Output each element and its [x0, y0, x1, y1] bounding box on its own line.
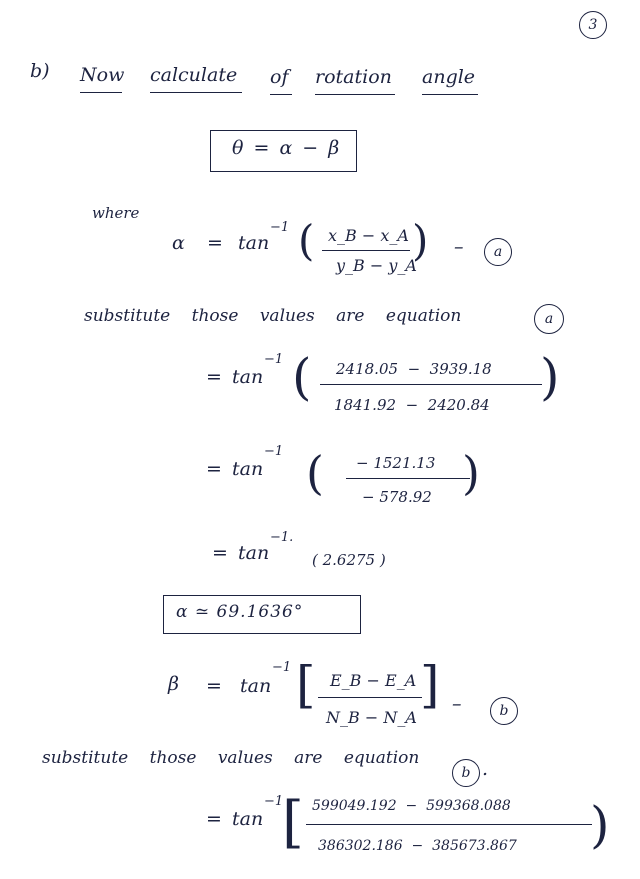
step3-inverse: −1.	[270, 530, 294, 545]
step4-right-paren: )	[590, 796, 610, 854]
step1-right-paren: )	[540, 348, 560, 406]
step2-numerator: − 1521.13	[356, 454, 436, 472]
step3-tan: tan	[238, 542, 270, 564]
step1-fraction-line	[320, 384, 542, 385]
beta-numerator: E_B − E_A	[330, 671, 417, 690]
step2-inverse: −1	[264, 444, 284, 459]
substitute-tag-1: a	[534, 304, 564, 334]
beta-symbol: β	[168, 673, 179, 695]
heading-word-4: rotation	[315, 66, 392, 88]
alpha-dash: –	[454, 236, 464, 258]
where-label: where	[92, 204, 140, 222]
page-number: 3	[588, 17, 598, 33]
alpha-denominator: y_B − y_A	[336, 256, 417, 275]
step3-equals: =	[212, 542, 228, 564]
step2-left-paren: (	[306, 446, 324, 500]
alpha-right-paren: )	[412, 216, 429, 265]
step1-numerator: 2418.05 − 3939.18	[336, 360, 492, 378]
heading-word-2: calculate	[150, 64, 238, 86]
beta-fraction-line	[318, 697, 422, 698]
step1-left-paren: (	[292, 348, 312, 406]
step1-inverse: −1	[264, 352, 284, 367]
step4-fraction-line	[306, 824, 592, 825]
beta-inverse: −1	[272, 660, 292, 675]
alpha-equals: =	[207, 232, 223, 254]
step4-tan: tan	[232, 808, 264, 830]
alpha-numerator: x_B − x_A	[328, 226, 409, 245]
heading-underline-1	[80, 92, 122, 93]
heading-underline-4	[315, 94, 395, 95]
alpha-inverse: −1	[270, 220, 290, 235]
substitute-period: .	[482, 758, 489, 780]
step4-denominator: 386302.186 − 385673.867	[318, 838, 517, 854]
step4-left-bracket: [	[282, 790, 304, 855]
step2-equals: =	[206, 458, 222, 480]
beta-dash: –	[452, 693, 462, 715]
beta-denominator: N_B − N_A	[326, 708, 417, 727]
alpha-tan: tan	[238, 232, 270, 254]
beta-right-bracket: ]	[420, 656, 440, 714]
heading-underline-3	[270, 94, 292, 95]
step2-right-paren: )	[462, 446, 480, 500]
heading-word-1: Now	[80, 64, 125, 86]
beta-left-bracket: [	[296, 656, 316, 714]
alpha-fraction-line	[322, 250, 410, 251]
heading-underline-5	[422, 94, 478, 95]
beta-equation-tag: b	[490, 697, 518, 725]
substitute-text-2: substitute those values are equation	[42, 748, 420, 768]
step2-fraction-line	[346, 478, 470, 479]
heading-word-5: angle	[422, 66, 476, 88]
step4-inverse: −1	[264, 794, 284, 809]
alpha-left-paren: (	[298, 216, 315, 265]
step1-denominator: 1841.92 − 2420.84	[334, 396, 490, 414]
heading-underline-2	[150, 92, 242, 93]
alpha-equation-tag: a	[484, 238, 512, 266]
step2-tan: tan	[232, 458, 264, 480]
step2-denominator: − 578.92	[362, 488, 432, 506]
step3-argument: ( 2.6275 )	[312, 551, 386, 569]
heading-word-3: of	[270, 66, 289, 88]
page-number-circle	[579, 11, 607, 39]
step1-equals: =	[206, 366, 222, 388]
alpha-result: α ≃ 69.1636°	[176, 602, 304, 622]
beta-equals: =	[206, 675, 222, 697]
substitute-text-1: substitute those values are equation	[84, 306, 462, 326]
step4-equals: =	[206, 808, 222, 830]
beta-tan: tan	[240, 675, 272, 697]
theta-formula: θ = α − β	[232, 137, 342, 159]
step1-tan: tan	[232, 366, 264, 388]
alpha-symbol: α	[172, 232, 185, 254]
step4-numerator: 599049.192 − 599368.088	[312, 798, 511, 814]
heading-label: b)	[30, 60, 50, 82]
substitute-tag-2: b	[452, 759, 480, 787]
